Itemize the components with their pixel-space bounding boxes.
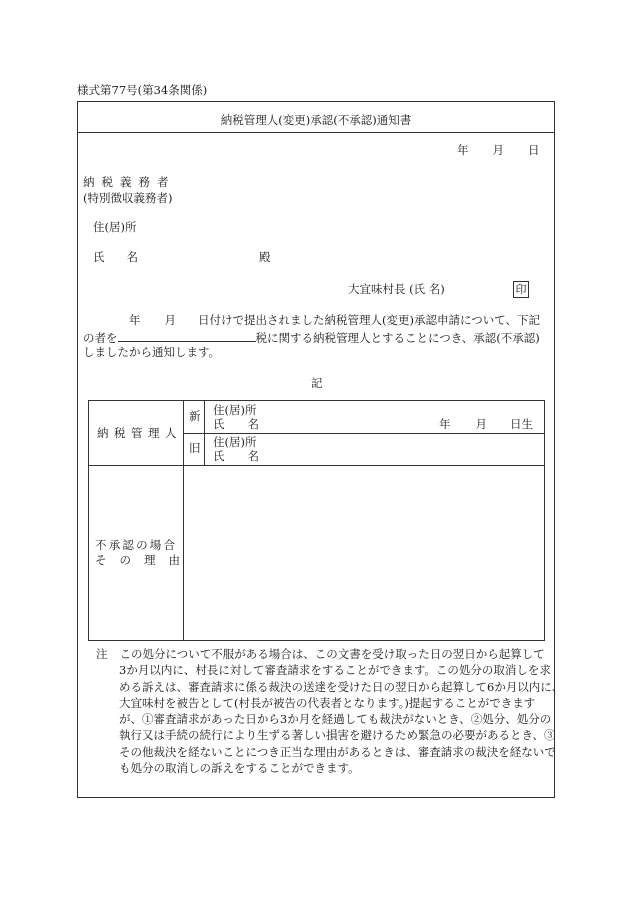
- name-label-second: 名: [126, 250, 138, 264]
- body-line-2-suffix: 税に関する納税管理人とすることにつき、承認(不承認): [255, 331, 540, 345]
- issuer-mayor: 大宜味村長 (氏 名): [348, 282, 445, 296]
- name-label: [93, 252, 138, 264]
- body-line-3: しましたから通知します。: [83, 345, 221, 359]
- old-label: 旧: [189, 441, 201, 455]
- note-line: 3か月以内に、村長に対して審査請求をすることができます。この処分の取消しを求: [119, 663, 551, 678]
- appeal-notice: [96, 646, 564, 776]
- note-line: 大宜味村を被告として(村長が被告の代表者となります。)提起することができます: [119, 695, 536, 710]
- table-divider-horizontal-1: [183, 433, 544, 434]
- birth-date: [439, 419, 533, 431]
- tax-type-blank: [118, 331, 256, 342]
- old-name-label: 氏 名: [213, 449, 259, 463]
- note-line: める訴えは、審査請求に係る裁決の送達を受けた日の翌日から起算して6か月以内に、: [119, 679, 564, 694]
- taxpayer-label: 納税義務者: [83, 175, 176, 189]
- issue-date: [457, 145, 540, 157]
- reason-label-line-1: 不承認の場合: [95, 538, 178, 552]
- honorific: 殿: [259, 250, 271, 264]
- old-address-label: 住(居)所: [213, 435, 257, 449]
- note-marker: 注: [96, 647, 108, 661]
- name-label-first: 氏: [93, 250, 105, 264]
- body-year-label: 年: [129, 313, 141, 327]
- date-year-label: 年: [457, 143, 469, 157]
- special-collector-label: (特別徴収義務者): [83, 191, 173, 205]
- note-line: その他裁決を経ないことにつき正当な理由があるときは、審査請求の裁決を経ないで: [119, 744, 556, 759]
- body-month-label: 月: [164, 313, 176, 327]
- seal-mark: 印: [513, 281, 529, 298]
- manager-label: 納税管理人: [97, 426, 182, 440]
- new-name-label: 氏 名: [213, 417, 259, 431]
- table-divider-vertical-1: [183, 401, 184, 640]
- note-line: この処分について不服がある場合は、この文書を受け取った日の翌日から起算して: [119, 647, 545, 661]
- reason-label-line-2: その理由: [95, 553, 193, 567]
- manager-table: [88, 400, 545, 641]
- birth-day-label: 日生: [510, 417, 533, 431]
- note-line: も処分の取消しの訴えをすることができます。: [119, 761, 360, 776]
- table-divider-horizontal-2: [89, 465, 544, 466]
- birth-year-label: 年: [439, 417, 451, 431]
- note-line: が、①審査請求があった日から3か月を経過しても裁決がないとき、②処分、処分の: [119, 712, 552, 727]
- address-label: 住(居)所: [93, 220, 137, 234]
- body-line-1: [83, 315, 540, 327]
- date-day-label: 日: [528, 143, 540, 157]
- ki-heading: 記: [311, 376, 323, 390]
- body-line-2: [83, 331, 540, 345]
- body-line-2-prefix: の者を: [83, 331, 118, 345]
- body-line-1-text: 日付けで提出されました納税管理人(変更)承認申請について、下記: [198, 313, 541, 327]
- title-row: [78, 102, 554, 133]
- document-title: 納税管理人(変更)承認(不承認)通知書: [220, 113, 412, 127]
- birth-month-label: 月: [475, 417, 487, 431]
- note-line: 執行又は手続の続行により生ずる著しい損害を避けるため緊急の必要があるとき、③: [119, 728, 556, 743]
- new-address-label: 住(居)所: [213, 403, 257, 417]
- new-label: 新: [189, 409, 201, 423]
- form-number: 様式第77号(第34条関係): [77, 83, 208, 97]
- date-month-label: 月: [492, 143, 504, 157]
